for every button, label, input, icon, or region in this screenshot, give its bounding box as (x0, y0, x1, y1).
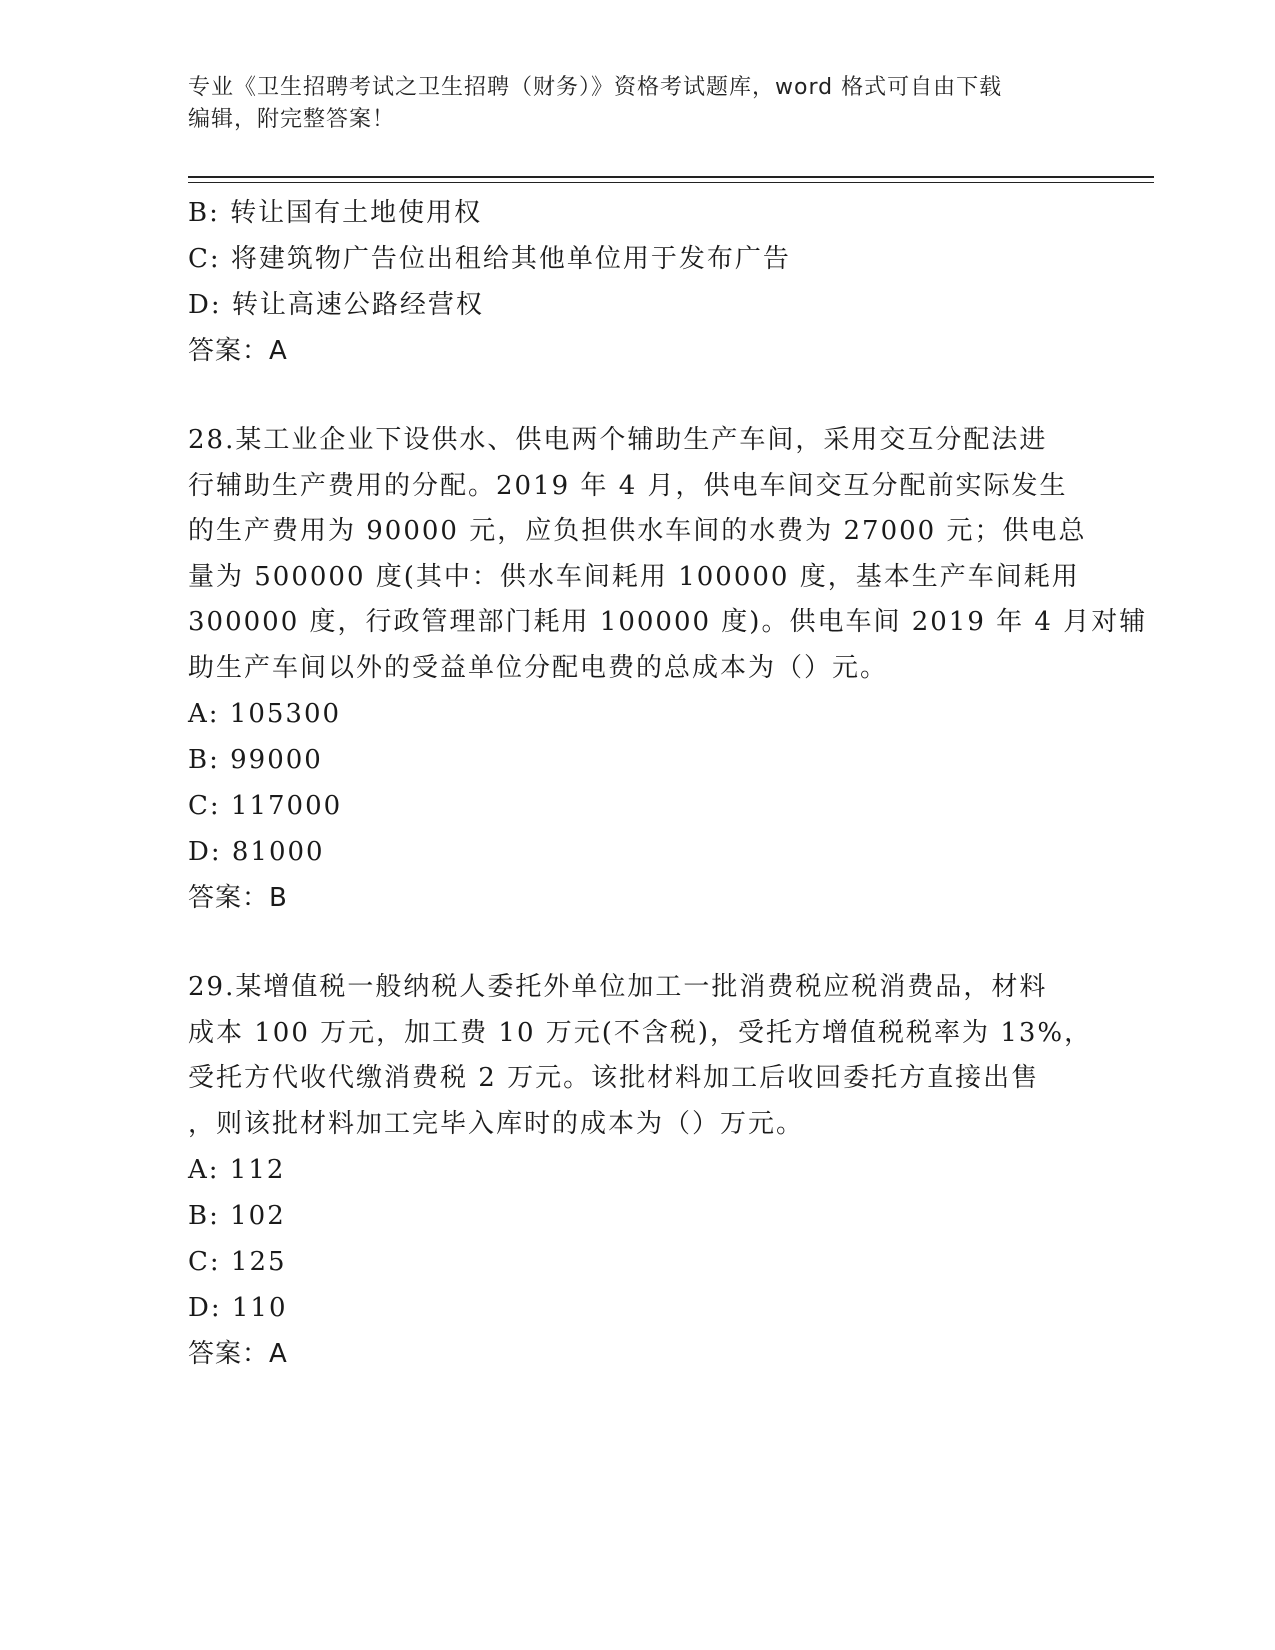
question-stem (188, 965, 1093, 1147)
stem-line: 29.某增值税一般纳税人委托外单位加工一批消费税应税消费品，材料 (188, 972, 1048, 1002)
option-b: B: 转让国有土地使用权 (188, 198, 483, 228)
question-stem (188, 418, 1148, 691)
header-line-1: 专业《卫生招聘考试之卫生招聘（财务）》资格考试题库，word 格式可自由下载 (188, 75, 1003, 100)
option-a: A: 105300 (188, 699, 342, 729)
stem-line: 行辅助生产费用的分配。2019 年 4 月，供电车间交互分配前实际发生 (188, 470, 1068, 501)
answer-label: 答案：A (188, 1339, 288, 1369)
option-c: C: 125 (188, 1247, 287, 1277)
stem-line: 量为 500000 度(其中：供水车间耗用 100000 度，基本生产车间耗用 (188, 561, 1080, 592)
answer-label: 答案：B (188, 883, 288, 913)
question-content (188, 190, 1148, 1377)
option-b: B: 102 (188, 1201, 286, 1231)
stem-line: 成本 100 万元，加工费 10 万元(不含税)，受托方增值税税率为 13%， (188, 1017, 1093, 1048)
option-d: D: 81000 (188, 837, 325, 867)
stem-line: 助生产车间以外的受益单位分配电费的总成本为（）元。 (188, 652, 889, 683)
question-27 (188, 190, 1088, 374)
question-28 (188, 418, 1148, 921)
option-b: B: 99000 (188, 745, 323, 775)
option-d: D: 110 (188, 1293, 288, 1323)
header-rule-thin (188, 182, 1154, 183)
answer-label: 答案：A (188, 336, 288, 366)
stem-line: ，则该批材料加工完毕入库时的成本为（）万元。 (188, 1108, 805, 1139)
document-header (188, 72, 1068, 136)
header-rule-thick (188, 176, 1154, 178)
option-d: D: 转让高速公路经营权 (188, 290, 484, 320)
question-29 (188, 965, 1093, 1377)
stem-line: 28.某工业企业下设供水、供电两个辅助生产车间，采用交互分配法进 (188, 425, 1048, 455)
option-a: A: 112 (188, 1155, 286, 1185)
stem-line: 300000 度，行政管理部门耗用 100000 度)。供电车间 2019 年 4 月对辅 (188, 607, 1148, 637)
option-c: C: 将建筑物广告位出租给其他单位用于发布广告 (188, 244, 791, 274)
option-c: C: 117000 (188, 791, 343, 821)
header-line-2: 编辑，附完整答案！ (188, 107, 396, 132)
stem-line: 的生产费用为 90000 元，应负担供水车间的水费为 27000 元；供电总 (188, 516, 1087, 546)
stem-line: 受托方代收代缴消费税 2 万元。该批材料加工后收回委托方直接出售 (188, 1063, 1040, 1093)
